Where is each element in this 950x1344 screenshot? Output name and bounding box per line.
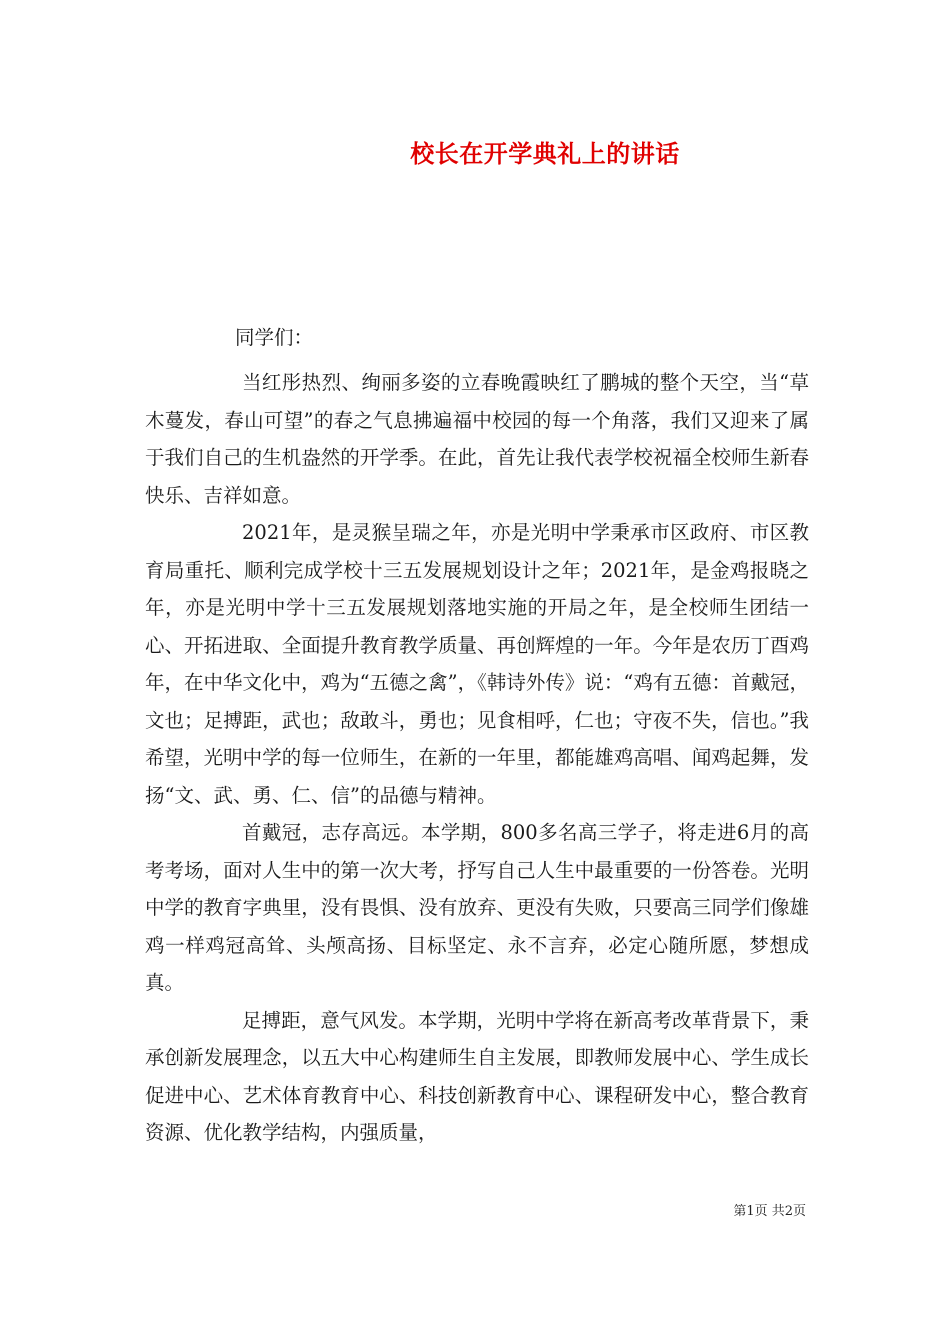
paragraph-4: 足搏距，意气风发。本学期，光明中学将在新高考改革背景下，秉承创新发展理念，以五大中心构建师生自主发展，即教师发展中心、学生成长促进中心、艺术体育教育中心、科技创新教育中心、课程研发中心，整合教育资源、优化教学结构，内强质量， <box>145 1008 809 1144</box>
greeting: 同学们： <box>235 326 314 349</box>
page-number-footer: 第1页 共2页 <box>733 1204 806 1219</box>
document-title: 校长在开学典礼上的讲话 <box>410 139 680 168</box>
paragraph-3: 首戴冠，志存高远。本学期，800多名高三学子，将走进6月的高考考场，面对人生中的第一次大考，抒写自己人生中最重要的一份答卷。光明中学的教育字典里，没有畏惧、没有放弃、更没有失败，只要高三同学们像雄鸡一样鸡冠高耸、头颅高扬、目标坚定、永不言弃，必定心随所愿，梦想成真。 <box>145 821 809 994</box>
paragraph-2: 2021年，是灵猴呈瑞之年，亦是光明中学秉承市区政府、市区教育局重托、顺利完成学校十三五发展规划设计之年；2021年，是金鸡报晓之年，亦是光明中学十三五发展规划落地实施的开局之年，是全校师生团结一心、开拓进取、全面提升教育教学质量、再创辉煌的一年。今年是农历丁酉鸡年，在中华文化中，鸡为“五德之禽”，《韩诗外传》说：“鸡有五德：首戴冠，文也；足搏距，武也；敌敢斗，勇也；见食相呼，仁也；守夜不失，信也。”我希望，光明中学的每一位师生，在新的一年里，都能雄鸡高唱、闻鸡起舞，发扬“文、武、勇、仁、信”的品德与精神。 <box>145 521 809 807</box>
document-body <box>145 318 809 1152</box>
paragraph-1: 当红彤热烈、绚丽多姿的立春晚霞映红了鹏城的整个天空，当“草木蔓发，春山可望”的春之气息拂遍福中校园的每一个角落，我们又迎来了属于我们自己的生机盎然的开学季。在此，首先让我代表学校祝福全校师生新春快乐、吉祥如意。 <box>145 371 809 507</box>
